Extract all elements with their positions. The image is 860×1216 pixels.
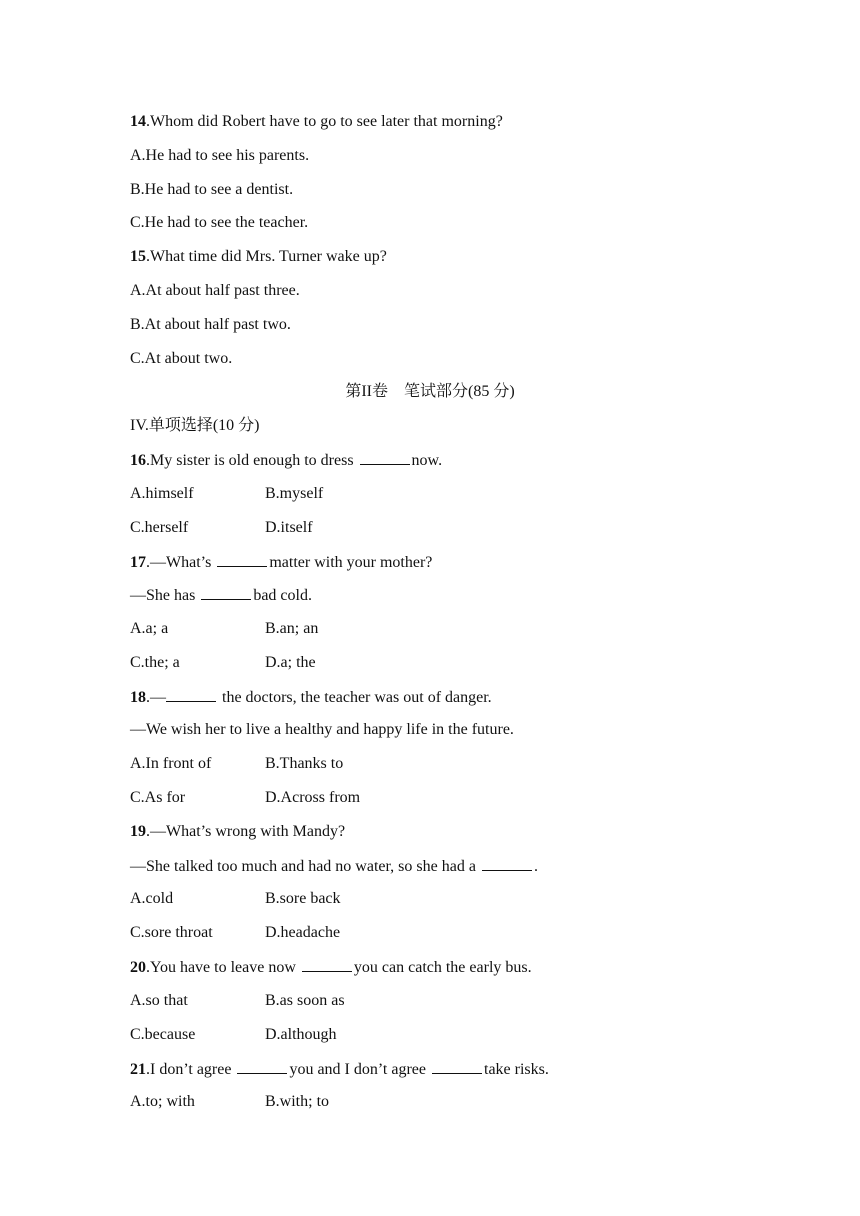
option-a: A.so that — [130, 992, 188, 1009]
answer-blank — [201, 585, 251, 600]
option-a: A.himself — [130, 485, 194, 502]
question-line-2 — [130, 856, 538, 877]
answer-blank — [166, 687, 216, 702]
option-a: A.a; a — [130, 620, 169, 637]
option-b: B.Thanks to — [265, 755, 344, 772]
option-c: C.At about two. — [130, 350, 233, 367]
answer-blank — [217, 552, 267, 567]
option-b: B.an; an — [265, 620, 319, 637]
question-number: 19 — [130, 823, 146, 840]
question-15 — [130, 247, 387, 267]
question-17 — [130, 552, 432, 573]
answer-blank — [237, 1059, 287, 1074]
question-stem: .Whom did Robert have to go to see later that morning? — [146, 113, 503, 130]
question-stem: .My sister is old enough to dress — [146, 452, 354, 469]
question-18 — [130, 687, 492, 708]
question-number: 15 — [130, 248, 146, 265]
question-number: 16 — [130, 452, 146, 469]
option-d: D.although — [265, 1026, 337, 1043]
option-c: C.because — [130, 1026, 196, 1043]
option-a: A.At about half past three. — [130, 282, 300, 299]
question-number: 18 — [130, 689, 146, 706]
question-stem: .You have to leave now — [146, 959, 296, 976]
option-d: D.headache — [265, 924, 341, 941]
question-stem: .What time did Mrs. Turner wake up? — [146, 248, 387, 265]
option-a: A.cold — [130, 890, 174, 907]
option-c: C.As for — [130, 789, 186, 806]
option-d: D.itself — [265, 519, 313, 536]
question-stem: .—What’s — [146, 554, 212, 571]
answer-blank — [302, 957, 352, 972]
question-stem: .—What’s wrong with Mandy? — [146, 823, 346, 840]
option-b: B.myself — [265, 485, 324, 502]
question-stem-end: take risks. — [484, 1061, 549, 1078]
part-title: IV.单项选择(10 分) — [130, 417, 260, 434]
question-number: 21 — [130, 1061, 146, 1078]
option-c: C.sore throat — [130, 924, 213, 941]
question-21 — [130, 1059, 549, 1080]
question-number: 14 — [130, 113, 146, 130]
question-stem-end: now. — [411, 452, 443, 469]
option-b: B.as soon as — [265, 992, 345, 1009]
question-number: 17 — [130, 554, 146, 571]
section-title: 第II卷 笔试部分(85 分) — [345, 383, 515, 400]
option-c: C.herself — [130, 519, 189, 536]
answer-blank — [360, 450, 410, 465]
question-line-2: —We wish her to live a healthy and happy life in the future. — [130, 721, 514, 738]
option-a: A.In front of — [130, 755, 212, 772]
option-a: A.to; with — [130, 1093, 195, 1110]
question-stem-end: matter with your mother? — [269, 554, 433, 571]
dialogue-text: —She talked too much and had no water, so she had a — [130, 858, 476, 875]
option-d: D.Across from — [265, 789, 361, 806]
question-16 — [130, 450, 442, 471]
question-14 — [130, 112, 503, 132]
option-b: B.with; to — [265, 1093, 330, 1110]
option-b: B.sore back — [265, 890, 341, 907]
option-c: C.the; a — [130, 654, 180, 671]
dialogue-text: —She has — [130, 587, 196, 604]
answer-blank — [432, 1059, 482, 1074]
question-stem-mid: you and I don’t agree — [289, 1061, 426, 1078]
question-stem-end: you can catch the early bus. — [353, 959, 532, 976]
option-b: B.He had to see a dentist. — [130, 181, 294, 198]
dialogue-text-end: bad cold. — [253, 587, 312, 604]
question-stem-end: the doctors, the teacher was out of danger. — [218, 689, 492, 706]
dialogue-text-end: . — [533, 858, 538, 875]
question-20 — [130, 957, 532, 978]
question-stem: .I don’t agree — [146, 1061, 232, 1078]
option-b: B.At about half past two. — [130, 316, 291, 333]
option-c: C.He had to see the teacher. — [130, 214, 309, 231]
question-19 — [130, 822, 345, 842]
answer-blank — [482, 856, 532, 871]
option-a: A.He had to see his parents. — [130, 147, 310, 164]
question-stem: .— — [146, 689, 166, 706]
option-d: D.a; the — [265, 654, 316, 671]
question-line-2 — [130, 585, 312, 606]
question-number: 20 — [130, 959, 146, 976]
